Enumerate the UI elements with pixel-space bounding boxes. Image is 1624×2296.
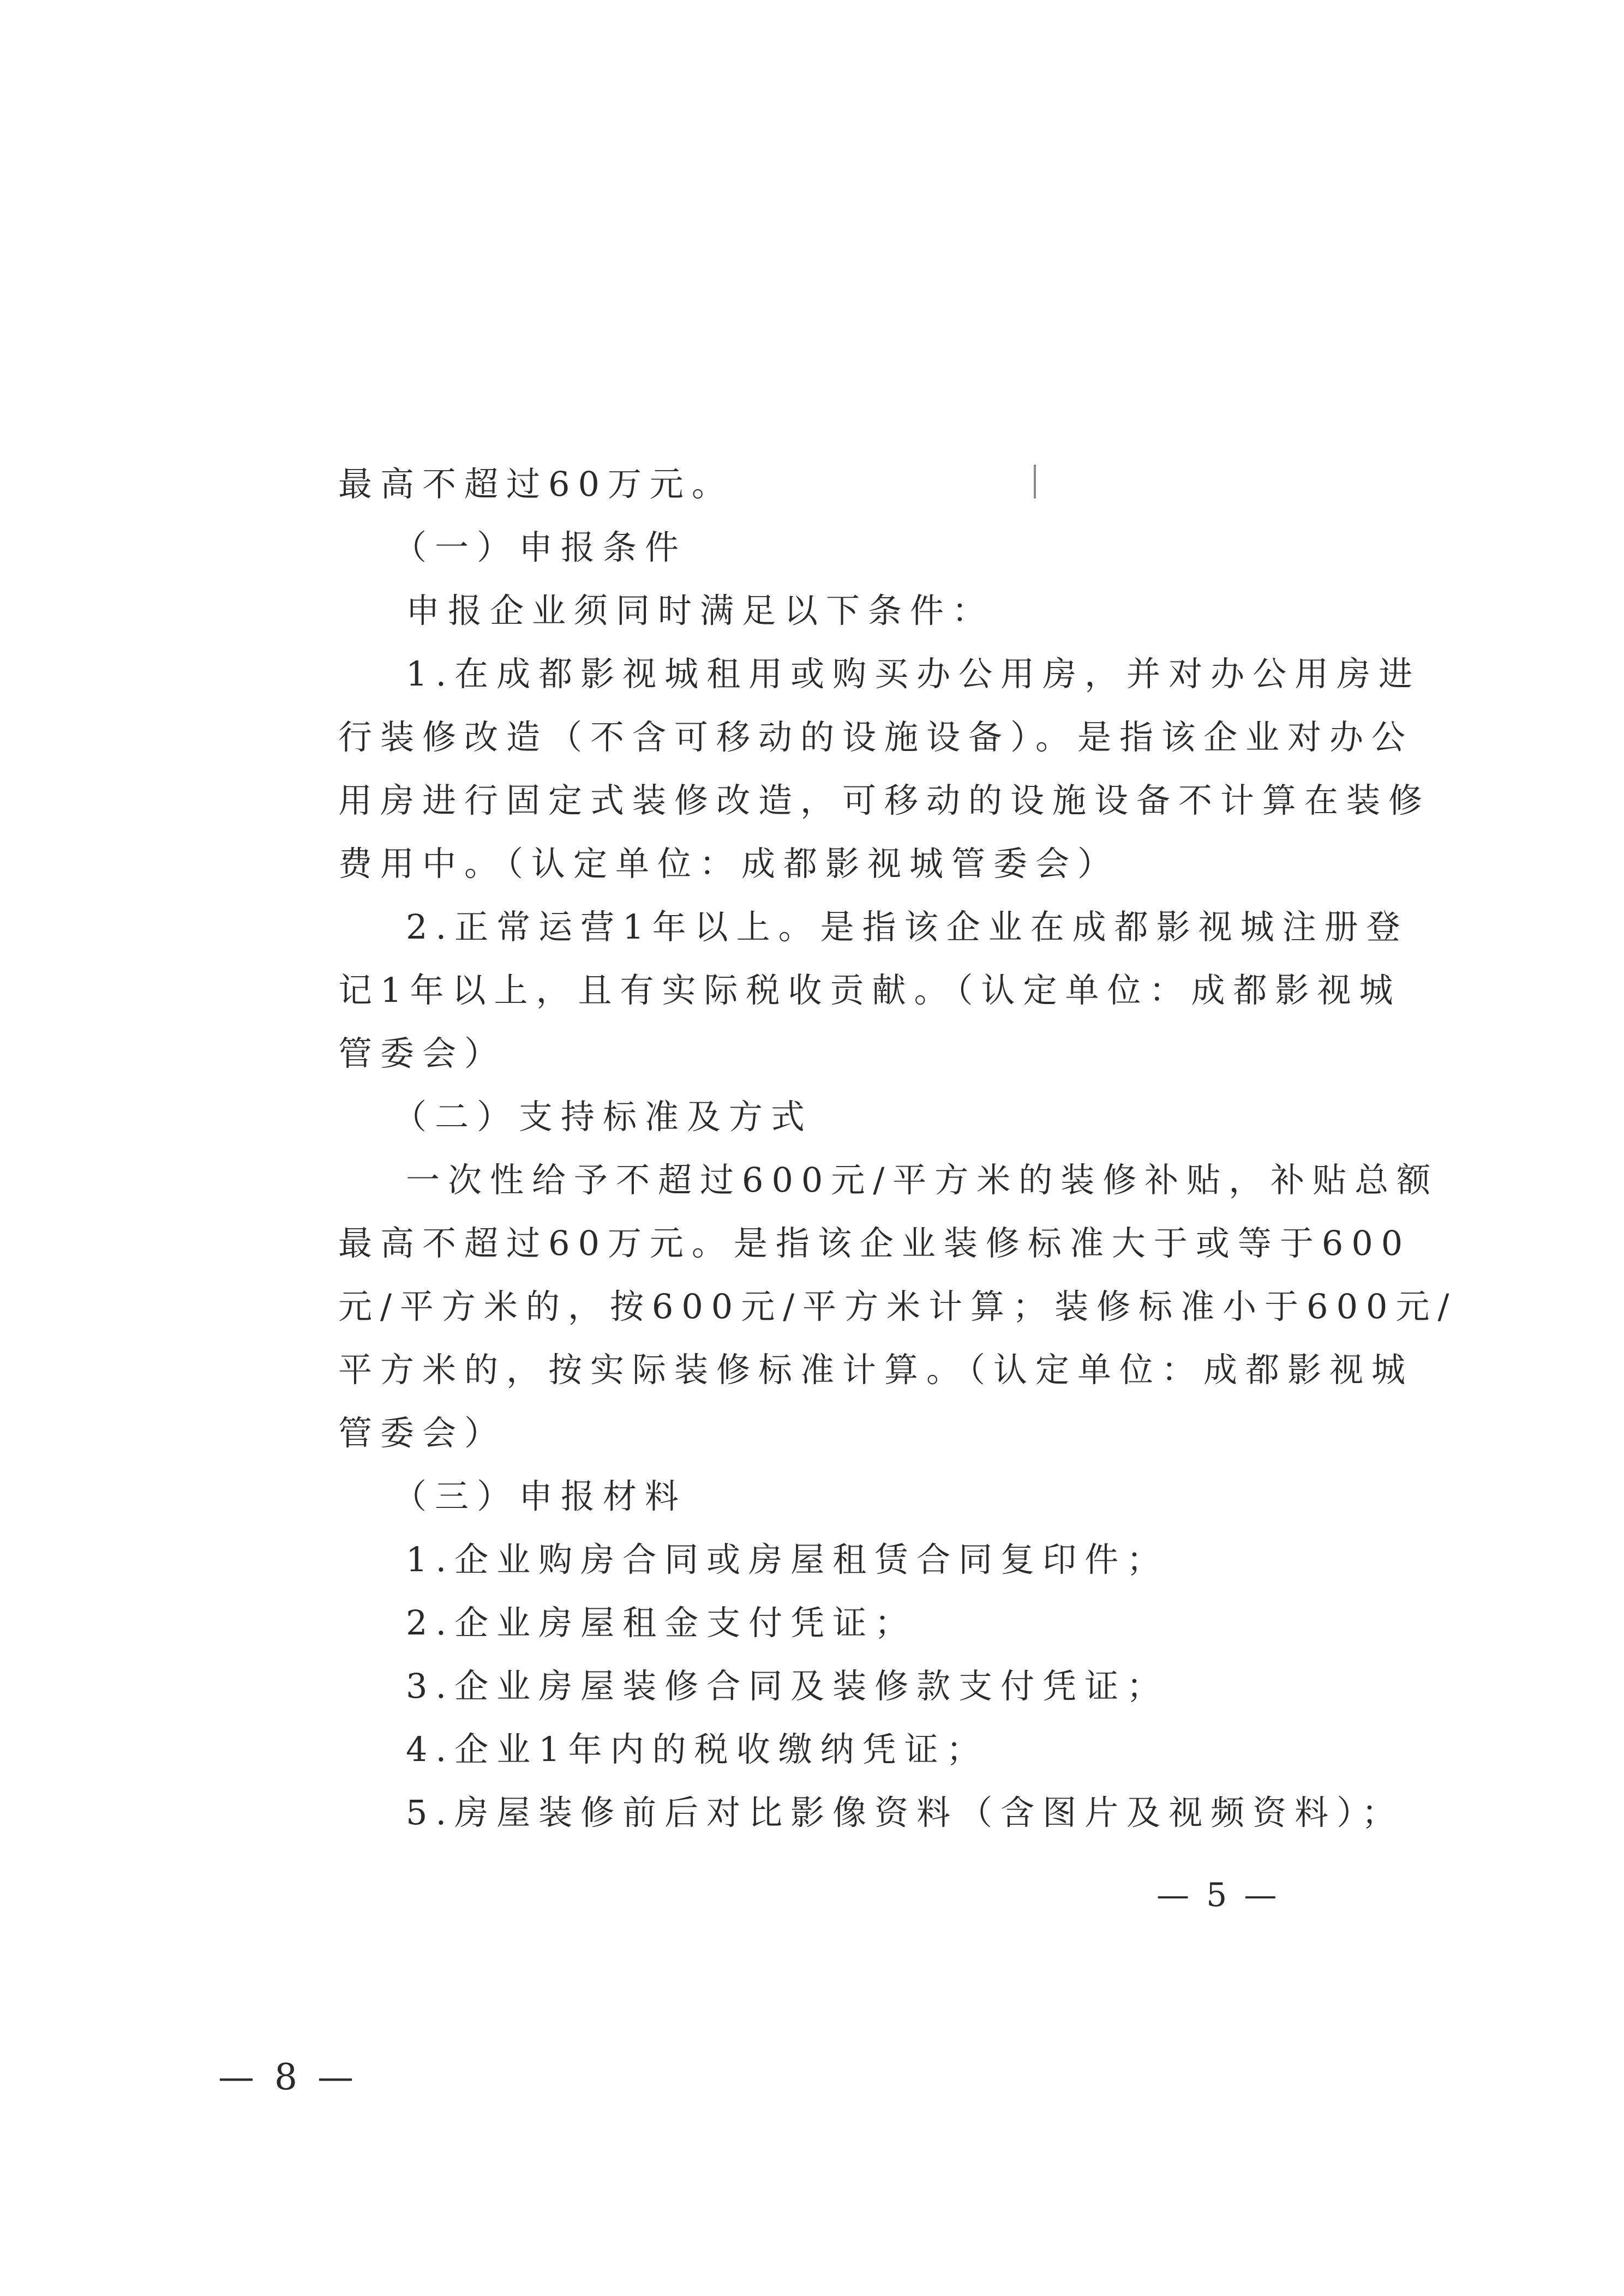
text-line: 一次性给予不超过600元/平方米的装修补贴，补贴总额 xyxy=(406,1160,1439,1200)
list-item: 3.企业房屋装修合同及装修款支付凭证； xyxy=(406,1666,1169,1706)
text-line: 记1年以上，且有实际税收贡献。（认定单位：成都影视城 xyxy=(338,970,1401,1010)
list-item: 5.房屋装修前后对比影像资料（含图片及视频资料）； xyxy=(406,1793,1404,1832)
outer-page-number: — 8 — xyxy=(218,2056,358,2098)
text-line: 管委会） xyxy=(338,1413,507,1453)
section-heading-3: （三）申报材料 xyxy=(393,1476,687,1516)
text-line: 最高不超过60万元。是指该企业装修标准大于或等于600 xyxy=(338,1223,1411,1263)
list-item: 2.企业房屋租金支付凭证； xyxy=(406,1603,917,1643)
text-line: 元/平方米的，按600元/平方米计算；装修标准小于600元/ xyxy=(338,1287,1458,1326)
text-line: 管委会） xyxy=(338,1033,507,1073)
text-line: 用房进行固定式装修改造，可移动的设施设备不计算在装修 xyxy=(338,780,1431,820)
text-line: 平方米的，按实际装修标准计算。（认定单位：成都影视城 xyxy=(338,1350,1414,1390)
inner-page-number: — 5 — xyxy=(1156,1876,1280,1914)
section-heading-1: （一）申报条件 xyxy=(393,527,687,567)
body-text xyxy=(338,453,1458,1844)
text-line: 1.在成都影视城租用或购买办公用房，并对办公用房进 xyxy=(406,654,1421,694)
text-line: 行装修改造（不含可移动的设施设备）。是指该企业对办公 xyxy=(338,717,1414,757)
text-line: 最高不超过60万元。 xyxy=(338,464,734,504)
text-line: 2.正常运营1年以上。是指该企业在成都影视城注册登 xyxy=(406,907,1409,947)
section-heading-2: （二）支持标准及方式 xyxy=(393,1097,813,1137)
list-item: 4.企业1年内的税收缴纳凭证； xyxy=(406,1729,988,1769)
list-item: 1.企业购房合同或房屋租赁合同复印件； xyxy=(406,1540,1169,1579)
text-line: 费用中。（认定单位：成都影视城管委会） xyxy=(338,844,1120,883)
text-line: 申报企业须同时满足以下条件： xyxy=(406,591,994,630)
